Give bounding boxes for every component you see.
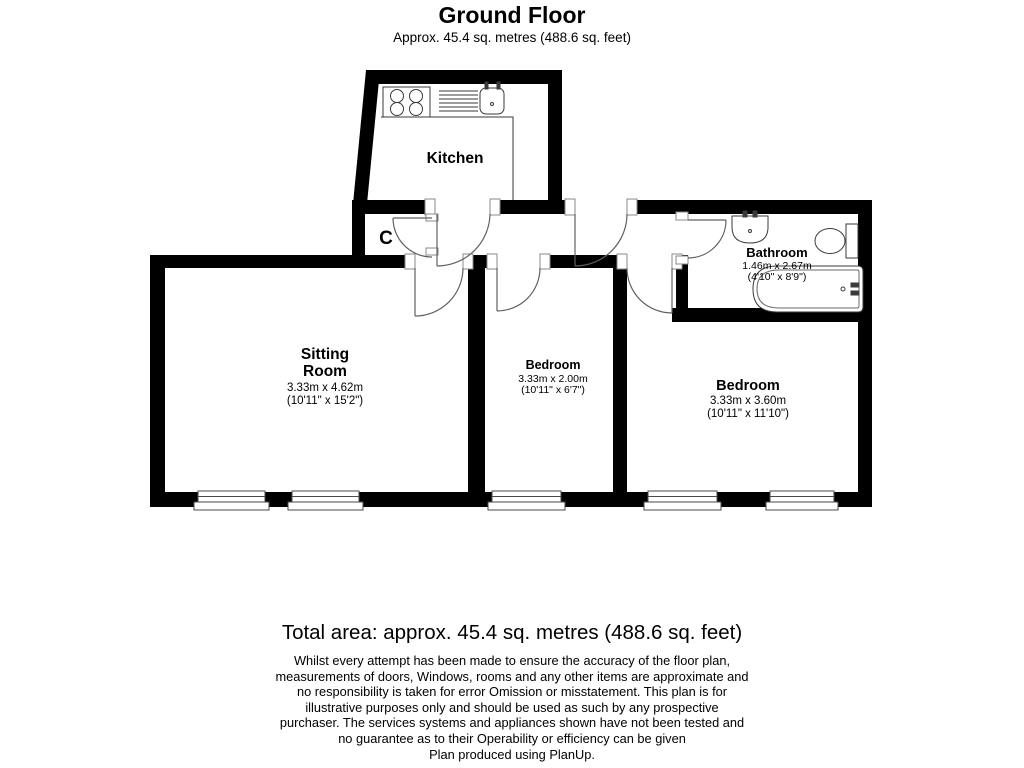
sitting-room-label-line2: Room: [303, 363, 347, 380]
door-jamb: [565, 199, 575, 215]
disclaimer-line: no guarantee as to their Operability or efficiency can be given: [338, 730, 686, 746]
total-area-text: Total area: approx. 45.4 sq. metres (488.6 sq. feet): [281, 621, 743, 644]
plan-footer: [0, 620, 1024, 762]
right-exterior-wall: [858, 200, 872, 507]
disclaimer-line: illustrative purposes only and should be used as such by any prospective: [305, 699, 719, 715]
left-exterior-wall: [150, 255, 165, 507]
bedroom-middle-door: [497, 268, 540, 311]
disclaimer-line: measurements of doors, Windows, rooms and any other items are approximate and: [275, 668, 749, 684]
disclaimer: [0, 653, 1024, 762]
window: [194, 491, 269, 510]
door-jamb: [676, 256, 688, 264]
window: [488, 491, 565, 510]
sitting-room-door: [415, 268, 463, 316]
bedroom-middle-imperial-dimensions: (10'11" x 6'7"): [521, 384, 585, 396]
hob-icon: [383, 87, 430, 117]
basin-icon: [732, 211, 768, 243]
top-exterior-wall: [627, 200, 872, 214]
door-jamb: [490, 199, 500, 215]
bathroom-label: Bathroom: [746, 245, 808, 260]
kitchen-bottom-wall-right: [490, 200, 573, 214]
bathroom-door: [688, 220, 726, 258]
plan-credit: Plan produced using PlanUp.: [429, 746, 595, 762]
partition-bedrooms: [613, 255, 627, 492]
door-jamb: [617, 254, 627, 269]
page-title: Ground Floor: [438, 2, 586, 28]
bathroom-imperial-dimensions: (4'10" x 8'9"): [747, 271, 807, 283]
cupboard-left-wall: [352, 214, 365, 268]
drainer-icon: [439, 91, 478, 111]
kitchen-fixtures: [381, 82, 513, 200]
bedroom-middle-metric-dimensions: 3.33m x 2.00m: [518, 373, 588, 385]
bedroom-right-door: [627, 268, 672, 313]
kitchen-right-wall: [548, 70, 562, 214]
door-jamb: [540, 254, 550, 269]
door-jamb: [676, 212, 688, 220]
window: [766, 491, 838, 510]
disclaimer-line: Whilst every attempt has been made to ensure the accuracy of the floor plan,: [293, 653, 731, 668]
sitting-room-label-line1: Sitting: [300, 346, 350, 363]
page-subtitle: Approx. 45.4 sq. metres (488.6 sq. feet): [393, 30, 631, 45]
window: [288, 491, 363, 510]
bedroom-right-label: Bedroom: [716, 378, 780, 394]
bathroom-metric-dimensions: 1.46m x 2.67m: [742, 260, 812, 272]
disclaimer-line: purchaser. The services systems and appliances shown have not been tested and: [279, 715, 745, 731]
sitting-room-imperial-dimensions: (10'11" x 15'2"): [286, 395, 364, 407]
sitting-room-top-wall: [150, 255, 415, 268]
bedroom-right-metric-dimensions: 3.33m x 3.60m: [709, 395, 787, 407]
sink-icon: [480, 82, 504, 114]
kitchen-bottom-wall-left: [352, 200, 435, 214]
toilet-icon: [815, 224, 858, 258]
bedroom-right-imperial-dimensions: (10'11" x 11'10"): [707, 408, 789, 420]
kitchen-label: Kitchen: [426, 150, 484, 167]
kitchen-slanted-left-wall: [352, 70, 380, 214]
partition-sitting-bedroom: [468, 255, 485, 492]
disclaimer-line: no responsibility is taken for error Omission or misstatement. This plan is for: [296, 684, 728, 700]
door-jamb: [405, 254, 415, 269]
door-jamb: [487, 254, 497, 269]
cupboard-label: C: [379, 228, 393, 249]
door-jamb: [425, 199, 435, 215]
door-jamb: [627, 199, 637, 215]
kitchen-top-wall: [366, 70, 562, 84]
window: [644, 491, 721, 510]
door-jamb: [426, 248, 438, 255]
sitting-room-metric-dimensions: 3.33m x 4.62m: [286, 382, 364, 394]
bedroom-middle-label: Bedroom: [525, 358, 581, 372]
